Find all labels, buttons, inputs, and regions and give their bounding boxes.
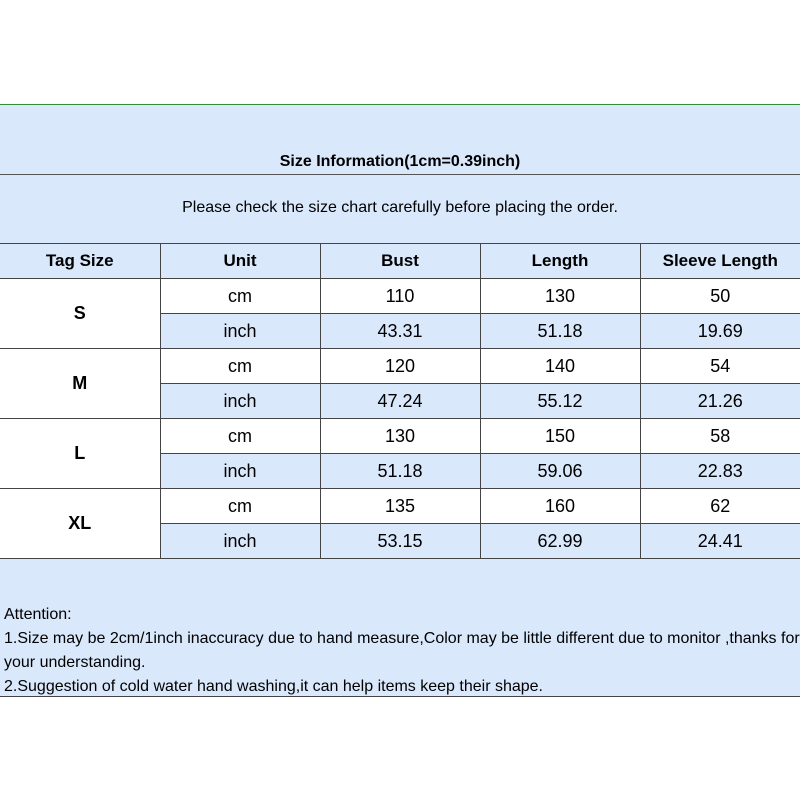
bust-cell: 120 — [320, 349, 480, 384]
attention-heading: Attention: — [4, 606, 72, 623]
table-row — [0, 419, 800, 454]
length-cell: 62.99 — [480, 524, 640, 559]
table-row — [0, 489, 800, 524]
sleeve-cell: 54 — [640, 349, 800, 384]
length-cell: 150 — [480, 419, 640, 454]
sleeve-cell: 50 — [640, 279, 800, 314]
table-row — [0, 279, 800, 314]
size-table-header-row — [0, 244, 800, 279]
header-bust: Bust — [320, 244, 480, 279]
length-cell: 130 — [480, 279, 640, 314]
sleeve-cell: 24.41 — [640, 524, 800, 559]
unit-cell: inch — [160, 524, 320, 559]
sleeve-cell: 21.26 — [640, 384, 800, 419]
length-cell: 55.12 — [480, 384, 640, 419]
size-chart-title — [0, 105, 800, 175]
unit-cell: inch — [160, 384, 320, 419]
unit-cell: inch — [160, 314, 320, 349]
size-chart-title-text: Size Information(1cm=0.39inch) — [279, 153, 521, 170]
bust-cell: 53.15 — [320, 524, 480, 559]
size-chart-notice — [0, 175, 800, 243]
header-tag-size: Tag Size — [0, 244, 160, 279]
bust-cell: 135 — [320, 489, 480, 524]
header-sleeve-length: Sleeve Length — [640, 244, 800, 279]
sleeve-cell: 58 — [640, 419, 800, 454]
sleeve-cell: 62 — [640, 489, 800, 524]
length-cell: 160 — [480, 489, 640, 524]
sleeve-cell: 22.83 — [640, 454, 800, 489]
header-unit: Unit — [160, 244, 320, 279]
tag-size-cell: L — [0, 419, 160, 489]
sleeve-cell: 19.69 — [640, 314, 800, 349]
tag-size-cell: S — [0, 279, 160, 349]
bust-cell: 51.18 — [320, 454, 480, 489]
bust-cell: 130 — [320, 419, 480, 454]
size-table — [0, 243, 800, 559]
length-cell: 51.18 — [480, 314, 640, 349]
unit-cell: cm — [160, 489, 320, 524]
unit-cell: inch — [160, 454, 320, 489]
table-row — [0, 349, 800, 384]
bust-cell: 43.31 — [320, 314, 480, 349]
attention-line-2: 2.Suggestion of cold water hand washing,it can help items keep their shape. — [4, 678, 543, 695]
header-length: Length — [480, 244, 640, 279]
tag-size-cell: XL — [0, 489, 160, 559]
tag-size-cell: M — [0, 349, 160, 419]
attention-line-1: 1.Size may be 2cm/1inch inaccuracy due to hand measure,Color may be little different due to monitor ,thanks for your understanding. — [4, 630, 800, 671]
unit-cell: cm — [160, 419, 320, 454]
length-cell: 59.06 — [480, 454, 640, 489]
unit-cell: cm — [160, 349, 320, 384]
bust-cell: 110 — [320, 279, 480, 314]
size-chart-notice-text: Please check the size chart carefully before placing the order. — [182, 199, 618, 216]
size-chart-panel — [0, 104, 800, 696]
attention-notes — [0, 556, 800, 697]
length-cell: 140 — [480, 349, 640, 384]
bust-cell: 47.24 — [320, 384, 480, 419]
unit-cell: cm — [160, 279, 320, 314]
